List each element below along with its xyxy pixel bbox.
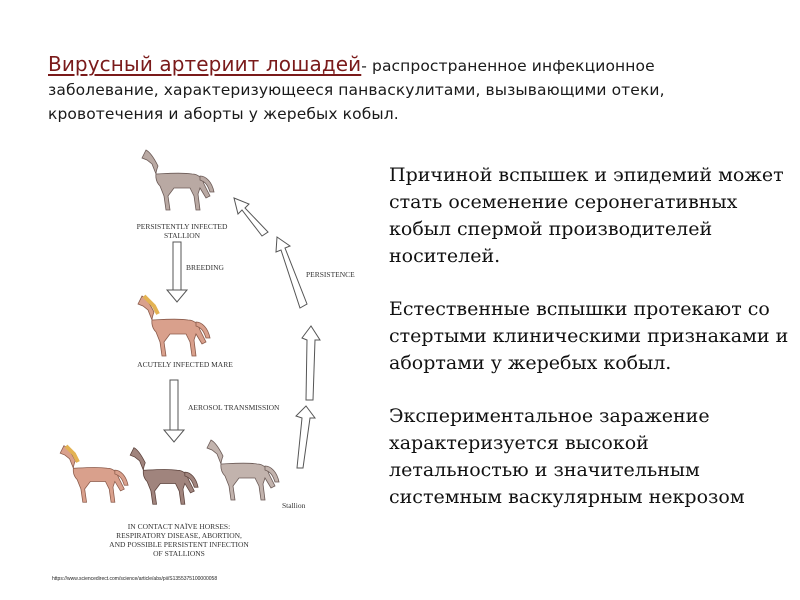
fact-2: Естественные вспышки протекают со стертыми клиническими признаками и абортами у жеребых кобыл. [389, 298, 789, 374]
persistence-label: PERSISTENCE [306, 270, 355, 279]
stallion-label [112, 222, 252, 240]
aerosol-label: AEROSOL TRANSMISSION [188, 403, 280, 412]
intro-paragraph [48, 52, 768, 126]
fact-3: Экспериментальное заражение характеризуется высокой летальностью и значительным системным васкулярным некрозом [389, 405, 745, 508]
contact-label-line4: OF STALLIONS [153, 549, 205, 558]
contact-label [94, 522, 264, 558]
naive-horse-1-icon [60, 446, 128, 503]
stallion-small-label: Stallion [282, 501, 306, 510]
breeding-arrow-icon [167, 242, 187, 302]
aerosol-arrow-icon [164, 380, 184, 442]
disease-term: Вирусный артериит лошадей [48, 52, 362, 76]
breeding-label: BREEDING [186, 263, 224, 272]
intro-text: - распространенное инфекционное заболевание, характеризующееся панваскулитами, вызывающими отеки, кровотечения и аборты у жеребых кобыл. [48, 57, 665, 123]
naive-stallion-icon [207, 440, 279, 500]
source-url: https://www.sciencedirect.com/science/article/abs/pii/S1355375100000058 [52, 576, 218, 582]
mare-label: ACUTELY INFECTED MARE [137, 360, 233, 369]
fact-1: Причиной вспышек и эпидемий может стать осеменение серонегативных кобыл спермой производителей носителей. [389, 164, 784, 267]
stallion-horse-icon [142, 150, 214, 210]
contact-label-line3: AND POSSIBLE PERSISTENT INFECTION [109, 540, 249, 549]
facts-column [389, 162, 789, 537]
mare-horse-icon [138, 296, 210, 356]
stallion-label-line2: STALLION [163, 231, 201, 240]
naive-horse-2-icon [130, 448, 198, 505]
transmission-diagram [0, 130, 380, 600]
contact-label-line2: RESPIRATORY DISEASE, ABORTION, [116, 531, 242, 540]
contact-label-line1: IN CONTACT NAÏVE HORSES: [127, 522, 231, 531]
stallion-label-line1: PERSISTENTLY INFECTED [136, 222, 228, 231]
